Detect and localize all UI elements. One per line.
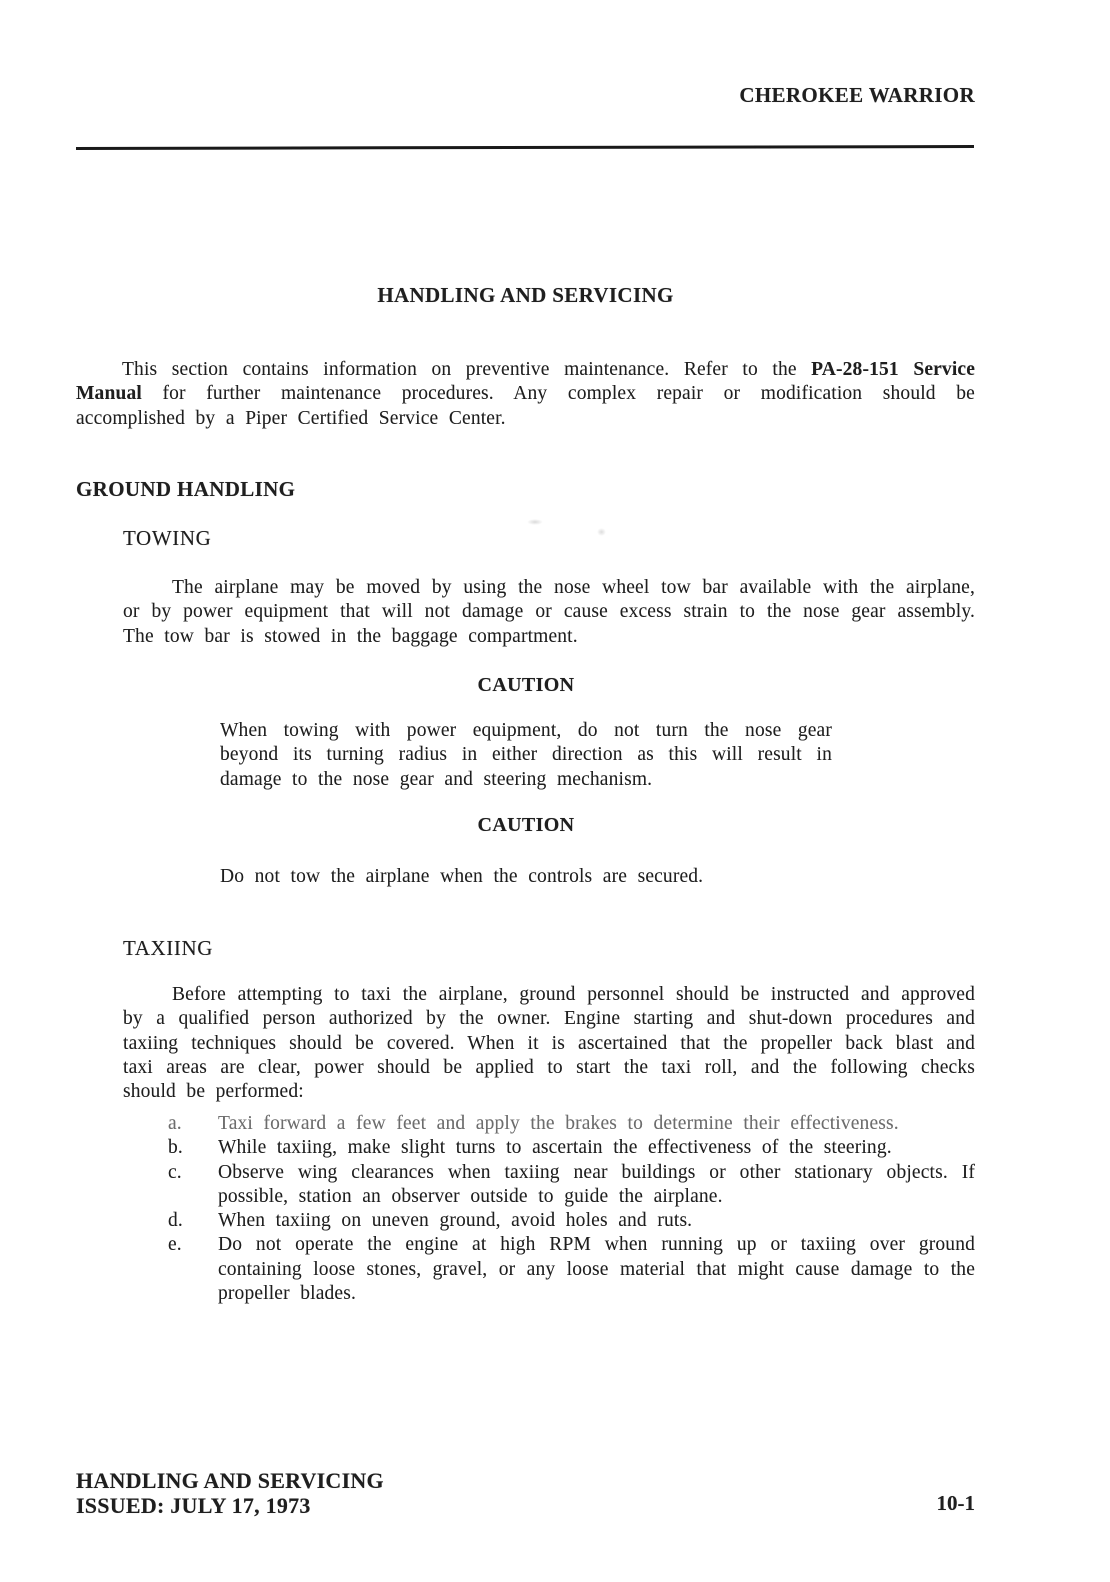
check-label-a: a.	[168, 1113, 182, 1134]
intro-text-post: for further maintenance procedures. Any complex repair or modification should be accomplished by a Piper Certified Service Center.	[76, 383, 975, 429]
section-heading-ground-handling: GROUND HANDLING	[76, 477, 296, 501]
scan-artifact	[527, 519, 543, 525]
taxi-check-item-c	[168, 1161, 975, 1210]
taxiing-paragraph: Before attempting to taxi the airplane, ground personnel should be instructed and approved by a qualified person authorized by the owner. Engine starting and shut-down procedures and taxiing techniques should be covered. When it is ascertained that the propeller back blast and taxi areas are clear, power should be applied to start the taxi roll, and the following checks should be performed:	[123, 984, 975, 1103]
check-label-e: e.	[168, 1234, 182, 1256]
check-text-d: When taxiing on uneven ground, avoid holes and ruts.	[218, 1210, 693, 1232]
scan-artifact	[597, 528, 606, 536]
taxi-check-item-b	[168, 1136, 975, 1160]
caution-body-2: Do not tow the airplane when the controls are secured.	[220, 866, 704, 887]
check-text-e: Do not operate the engine at high RPM when running up or taxiing over ground containing loose stones, gravel, or any loose material that might cause damage to the propeller blades.	[218, 1234, 975, 1305]
footer-issued-date: ISSUED: JULY 17, 1973	[76, 1492, 311, 1518]
intro-text-pre: This section contains information on preventive maintenance. Refer to the	[122, 359, 812, 380]
taxi-checks-list	[168, 1112, 975, 1306]
caution-heading-1: CAUTION	[477, 674, 575, 696]
towing-paragraph: The airplane may be moved by using the nose wheel tow bar available with the airplane, or by power equipment that will not damage or cause excess strain to the nose gear assembly. The tow bar is stowed in the baggage compartment.	[123, 577, 975, 647]
subsection-heading-towing: TOWING	[123, 526, 212, 550]
taxi-check-item-d	[168, 1209, 975, 1233]
page-title: HANDLING AND SERVICING	[377, 283, 674, 307]
footer-section-title: HANDLING AND SERVICING	[76, 1468, 384, 1493]
check-label-c: c.	[168, 1161, 182, 1183]
intro-paragraph	[76, 358, 975, 431]
taxi-check-item-a	[168, 1112, 975, 1136]
check-label-b: b.	[168, 1137, 183, 1159]
caution-heading-2: CAUTION	[477, 814, 575, 836]
check-text-a: Taxi forward a few feet and apply the brakes to determine their effectiveness.	[218, 1113, 899, 1134]
subsection-heading-taxiing: TAXIING	[123, 936, 213, 960]
taxi-check-item-e	[168, 1233, 975, 1306]
page-number: 10-1	[936, 1491, 975, 1515]
header-rule	[76, 145, 974, 150]
check-text-b: While taxiing, make slight turns to ascertain the effectiveness of the steering.	[218, 1137, 892, 1159]
intro-manual-reference: PA-28-151 Service Manual	[76, 359, 976, 405]
caution-body-1: When towing with power equipment, do not turn the nose gear beyond its turning radius in either direction as this will result in damage to the nose gear and steering mechanism.	[220, 720, 832, 790]
check-text-c: Observe wing clearances when taxiing near buildings or other stationary objects. If possible, station an observer outside to guide the airplane.	[218, 1161, 975, 1207]
header-brand: CHEROKEE WARRIOR	[739, 83, 975, 107]
check-label-d: d.	[168, 1210, 183, 1232]
